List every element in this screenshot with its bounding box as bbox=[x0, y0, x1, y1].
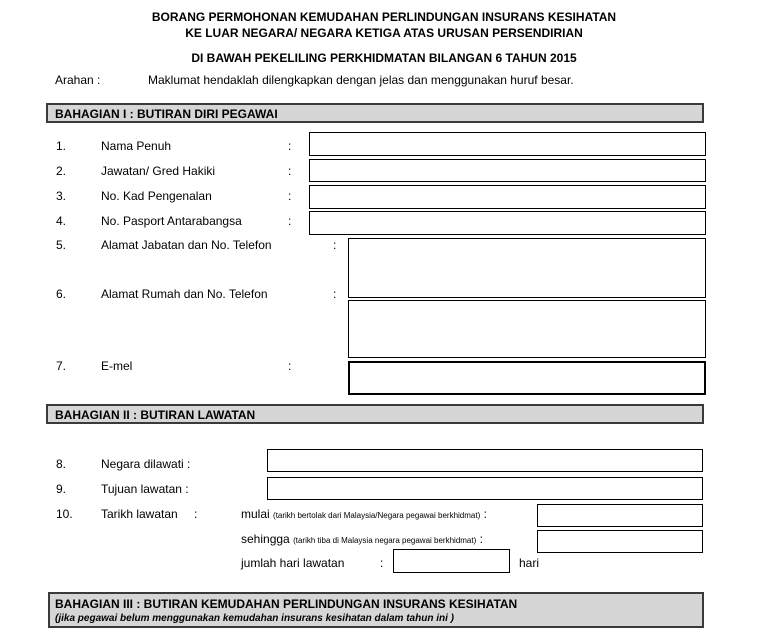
full-name-field[interactable] bbox=[309, 132, 706, 156]
field-7-label: E-mel bbox=[101, 359, 133, 373]
visit-purpose-field[interactable] bbox=[267, 477, 703, 500]
section-3-header bbox=[48, 592, 704, 628]
field-10-number: 10. bbox=[56, 507, 73, 521]
start-date-label bbox=[241, 507, 487, 521]
field-10-label: Tarikh lawatan bbox=[101, 507, 178, 521]
start-label-text: mulai bbox=[241, 507, 270, 521]
field-2-label: Jawatan/ Gred Hakiki bbox=[101, 164, 216, 178]
passport-number-field[interactable] bbox=[309, 211, 706, 235]
days-unit-label: hari bbox=[519, 556, 540, 570]
instruction-label: Arahan : bbox=[55, 73, 101, 87]
field-4-label: No. Pasport Antarabangsa bbox=[101, 214, 242, 228]
field-3-colon: : bbox=[288, 189, 292, 203]
instruction-text: Maklumat hendaklah dilengkapkan dengan jelas dan menggunakan huruf besar. bbox=[148, 73, 574, 87]
section-3-title: BAHAGIAN III : BUTIRAN KEMUDAHAN PERLINDUNGAN INSURANS KESIHATAN bbox=[55, 597, 518, 611]
field-1-number: 1. bbox=[56, 139, 67, 153]
start-date-field[interactable] bbox=[537, 504, 703, 527]
home-address-field[interactable] bbox=[348, 300, 706, 358]
form-title-line2: KE LUAR NEGARA/ NEGARA KETIGA ATAS URUSAN PERSENDIRIAN bbox=[185, 26, 583, 40]
end-date-note: (tarikh tiba di Malaysia negara pegawai berkhidmat) bbox=[293, 536, 477, 545]
end-colon: : bbox=[479, 532, 483, 546]
email-field[interactable] bbox=[348, 361, 706, 395]
visit-days-colon: : bbox=[380, 556, 384, 570]
start-date-note: (tarikh bertolak dari Malaysia/Negara pegawai berkhidmat) bbox=[273, 511, 481, 520]
field-2-colon: : bbox=[288, 164, 292, 178]
section-2-title: BAHAGIAN II : BUTIRAN LAWATAN bbox=[55, 408, 256, 422]
form-title-line1: BORANG PERMOHONAN KEMUDAHAN PERLINDUNGAN INSURANS KESIHATAN bbox=[151, 10, 617, 24]
field-3-number: 3. bbox=[56, 189, 67, 203]
field-7-colon: : bbox=[288, 359, 292, 373]
visit-days-field[interactable] bbox=[393, 549, 510, 573]
section-2-header bbox=[46, 404, 704, 424]
position-grade-field[interactable] bbox=[309, 159, 706, 182]
field-6-label: Alamat Rumah dan No. Telefon bbox=[101, 287, 268, 301]
field-5-label: Alamat Jabatan dan No. Telefon bbox=[101, 238, 272, 252]
field-4-number: 4. bbox=[56, 214, 67, 228]
field-6-number: 6. bbox=[56, 287, 67, 301]
visit-days-label: jumlah hari lawatan bbox=[241, 556, 345, 570]
start-colon: : bbox=[483, 507, 487, 521]
field-5-colon: : bbox=[333, 238, 337, 252]
field-1-label: Nama Penuh bbox=[101, 139, 172, 153]
end-date-field[interactable] bbox=[537, 530, 703, 553]
section-3-note: (jika pegawai belum menggunakan kemudahan insurans kesihatan dalam tahun ini ) bbox=[55, 613, 454, 624]
field-10-colon: : bbox=[194, 507, 198, 521]
country-visited-field[interactable] bbox=[267, 449, 703, 472]
field-3-label: No. Kad Pengenalan bbox=[101, 189, 212, 203]
field-5-number: 5. bbox=[56, 238, 67, 252]
field-6-colon: : bbox=[333, 287, 337, 301]
field-1-colon: : bbox=[288, 139, 292, 153]
field-7-number: 7. bbox=[56, 359, 67, 373]
field-8-label: Negara dilawati : bbox=[101, 457, 191, 471]
section-1-header bbox=[46, 103, 704, 123]
form-subtitle: DI BAWAH PEKELILING PERKHIDMATAN BILANGAN 6 TAHUN 2015 bbox=[191, 51, 577, 65]
end-label-text: sehingga bbox=[241, 532, 290, 546]
section-1-title: BAHAGIAN I : BUTIRAN DIRI PEGAWAI bbox=[55, 107, 278, 121]
field-2-number: 2. bbox=[56, 164, 67, 178]
field-4-colon: : bbox=[288, 214, 292, 228]
ic-number-field[interactable] bbox=[309, 185, 706, 209]
office-address-field[interactable] bbox=[348, 238, 706, 298]
field-9-label: Tujuan lawatan : bbox=[101, 482, 189, 496]
field-8-number: 8. bbox=[56, 457, 67, 471]
field-9-number: 9. bbox=[56, 482, 67, 496]
end-date-label bbox=[241, 532, 483, 546]
